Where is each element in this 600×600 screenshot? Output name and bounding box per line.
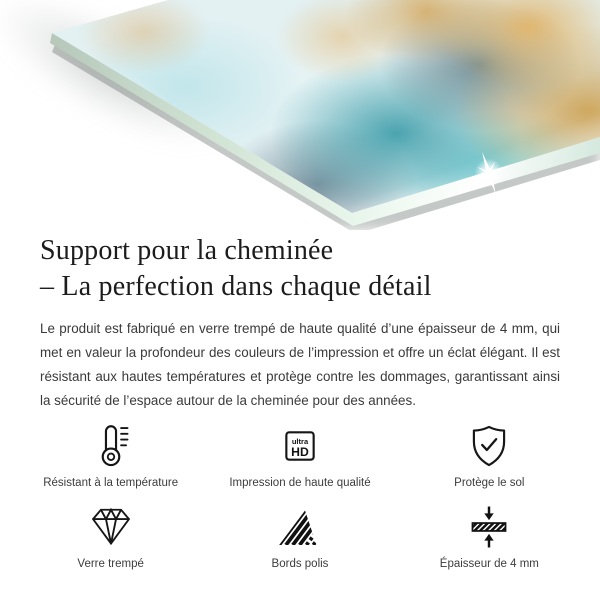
polished-edges-icon <box>277 504 323 550</box>
page-title <box>40 233 560 305</box>
ultra-hd-icon <box>277 423 323 469</box>
feature-label: Verre trempé <box>77 558 144 570</box>
feature-label: Résistant à la température <box>43 477 179 489</box>
feature-label: Impression de haute qualité <box>229 477 371 489</box>
feature-label: Protège le sol <box>454 477 525 489</box>
diamond-icon <box>88 504 134 550</box>
page-title-line2: – La perfection dans chaque détail <box>40 271 432 302</box>
features-grid <box>16 423 584 570</box>
thermometer-icon <box>88 423 134 469</box>
feature-item <box>395 504 584 570</box>
thickness-icon <box>466 504 512 550</box>
sparkle-icon <box>466 150 512 196</box>
feature-label: Bords polis <box>271 558 329 570</box>
feature-item <box>395 423 584 489</box>
svg-text:HD: HD <box>291 445 309 460</box>
product-description-text: Le produit est fabriqué en verre trempé de haute qualité d’une épaisseur de 4 mm, qui met en valeur la profondeur des couleurs de l’impression et offre un éclat élégant. Il est résistant aux hautes températures et protège contre les dommages, garantissant ainsi la sécurité de l’espace autour de la cheminée pour des années. <box>40 321 560 408</box>
feature-item <box>16 423 205 489</box>
feature-item <box>205 504 394 570</box>
feature-item <box>205 423 394 489</box>
page-title-line1: Support pour la cheminée <box>40 235 334 266</box>
feature-item <box>16 504 205 570</box>
product-photo <box>0 0 600 230</box>
svg-text:ultra: ultra <box>291 437 309 447</box>
product-description-section <box>0 233 600 570</box>
feature-label: Épaisseur de 4 mm <box>439 558 539 570</box>
shield-check-icon <box>466 423 512 469</box>
